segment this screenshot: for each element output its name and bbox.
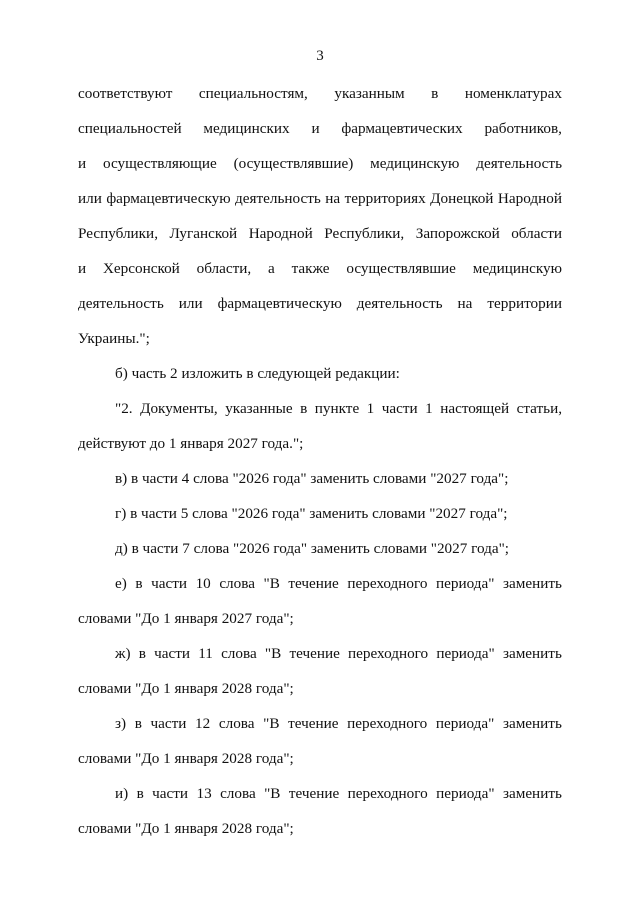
word: Республики,: [324, 225, 405, 242]
word: слова: [221, 645, 257, 662]
document-body: [78, 83, 562, 853]
word: течение: [289, 645, 340, 662]
word: части: [381, 400, 418, 417]
word: осуществляющие: [103, 155, 217, 172]
word: периода": [436, 645, 495, 662]
text-line: Украины.";: [78, 330, 150, 347]
word: течение: [288, 715, 339, 732]
text-line: [78, 293, 562, 328]
word: периода": [436, 785, 495, 802]
word: или: [78, 190, 102, 207]
word: Херсонской: [102, 260, 180, 277]
paragraph-first-line: [78, 643, 562, 678]
word: пункте: [314, 400, 360, 417]
word: "В: [263, 575, 280, 592]
word: деятельность: [235, 190, 321, 207]
text-line: словами "До 1 января 2028 года";: [78, 820, 294, 837]
word: медицинскую: [370, 155, 460, 172]
word: переходного: [347, 575, 428, 592]
word: в: [136, 785, 144, 802]
word: части: [154, 645, 191, 662]
word: переходного: [347, 715, 428, 732]
word: настоящей: [440, 400, 510, 417]
word: части: [152, 785, 189, 802]
word: 1: [425, 400, 433, 417]
word: и): [115, 785, 129, 802]
word: 10: [195, 575, 211, 592]
word: деятельность: [476, 155, 562, 172]
word: переходного: [348, 645, 429, 662]
paragraph-first-line: [78, 573, 562, 608]
paragraph-first-line: б) часть 2 изложить в следующей редакции:: [115, 365, 400, 382]
word: периода": [435, 715, 495, 732]
word: а: [268, 260, 275, 277]
page-number: 3: [316, 48, 324, 64]
word: части: [151, 575, 187, 592]
word: 1: [366, 400, 375, 417]
word: медицинскую: [472, 260, 562, 277]
word: (осуществлявшие): [233, 155, 354, 172]
word: статьи,: [516, 400, 562, 417]
word: деятельность: [78, 295, 164, 312]
word: фармацевтическую: [217, 295, 342, 312]
word: или: [178, 295, 203, 312]
word: Народной: [497, 190, 562, 207]
paragraph-first-line: [78, 713, 562, 748]
word: течение: [288, 575, 339, 592]
word: з): [115, 715, 127, 732]
text-line: [78, 118, 562, 153]
word: на: [325, 190, 341, 207]
word: специальностей: [78, 120, 182, 137]
word: слова: [219, 575, 255, 592]
word: 12: [195, 715, 211, 732]
word: номенклатурах: [464, 85, 562, 102]
text-line: [78, 83, 562, 118]
word: и: [311, 120, 320, 137]
word: деятельность: [356, 295, 443, 312]
word: ж): [115, 645, 131, 662]
word: слова: [220, 785, 256, 802]
text-line: словами "До 1 января 2028 года";: [78, 750, 294, 767]
word: периода": [436, 575, 495, 592]
word: "2.: [115, 400, 133, 417]
word: течение: [288, 785, 340, 802]
text-line: [78, 258, 562, 293]
word: и: [78, 155, 87, 172]
word: фармацевтических: [341, 120, 463, 137]
word: в: [134, 715, 142, 732]
word: указанным: [334, 85, 405, 102]
text-line: [78, 223, 562, 258]
word: территории: [487, 295, 562, 312]
word: соответствуют: [78, 85, 173, 102]
paragraph-first-line: д) в части 7 слова "2026 года" заменить словами "2027 года";: [115, 540, 510, 557]
text-line: действуют до 1 января 2027 года.";: [78, 435, 304, 452]
word: заменить: [502, 715, 562, 732]
word: е): [115, 575, 127, 592]
word: осуществлявшие: [346, 260, 456, 277]
word: указанные: [225, 400, 293, 417]
word: Донецкой: [430, 190, 494, 207]
word: на: [457, 295, 473, 312]
word: заменить: [502, 785, 562, 802]
word: части: [150, 715, 187, 732]
word: специальностям,: [198, 85, 308, 102]
word: в: [135, 575, 143, 592]
word: территориях: [344, 190, 426, 207]
word: заменить: [502, 645, 562, 662]
paragraph-first-line: в) в части 4 слова "2026 года" заменить словами "2027 года";: [115, 470, 509, 487]
word: Документы,: [140, 400, 218, 417]
word: "В: [263, 715, 280, 732]
word: области,: [196, 260, 252, 277]
word: медицинских: [203, 120, 290, 137]
word: Запорожской: [415, 225, 500, 242]
word: в: [138, 645, 146, 662]
text-line: [78, 153, 562, 188]
text-line: [78, 188, 562, 223]
word: области: [511, 225, 562, 242]
paragraph-first-line: г) в части 5 слова "2026 года" заменить словами "2027 года";: [115, 505, 508, 522]
word: Республики,: [78, 225, 158, 242]
word: работников,: [484, 120, 562, 137]
word: также: [291, 260, 330, 277]
word: фармацевтическую: [106, 190, 231, 207]
text-line: словами "До 1 января 2027 года";: [78, 610, 294, 627]
word: слова: [218, 715, 255, 732]
text-line: словами "До 1 января 2028 года";: [78, 680, 294, 697]
word: "В: [264, 785, 281, 802]
word: Народной: [248, 225, 313, 242]
word: и: [78, 260, 87, 277]
word: в: [300, 400, 308, 417]
paragraph-first-line: [78, 398, 562, 433]
word: 11: [198, 645, 213, 662]
paragraph-first-line: [78, 783, 562, 818]
word: 13: [196, 785, 212, 802]
word: переходного: [347, 785, 428, 802]
word: "В: [264, 645, 282, 662]
word: заменить: [503, 575, 562, 592]
word: в: [431, 85, 439, 102]
word: Луганской: [169, 225, 238, 242]
